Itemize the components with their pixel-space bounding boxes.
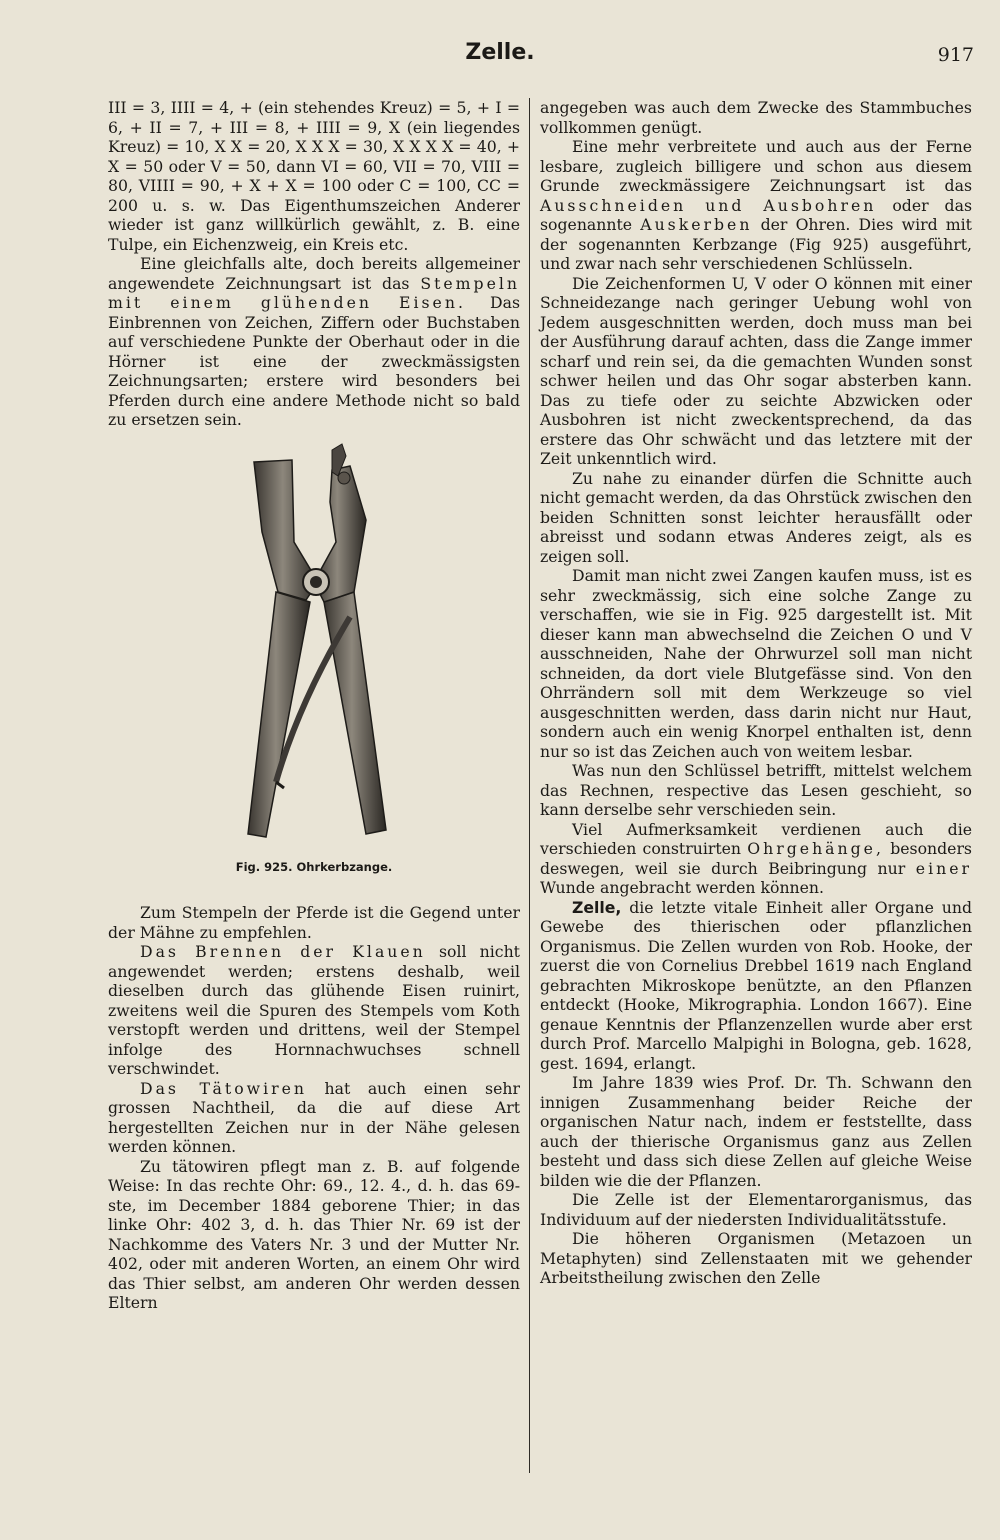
left-paragraph-3: Zum Stempeln der Pferde ist die Gegend unter der Mähne zu empfehlen. (108, 903, 520, 942)
figure-925 (108, 442, 520, 878)
right-paragraph-11: Die höheren Organismen (Metazoen un Metaphyten) sind Zellenstaaten mit we gehender Arbeitstheilung zwischen den Zelle (540, 1229, 972, 1287)
right-paragraph-10: Die Zelle ist der Elementarorganismus, das Individuum auf der niedersten Individualitätsstufe. (540, 1190, 972, 1229)
column-divider (529, 98, 530, 1473)
spaced-term: Das Tätowiren (140, 1078, 307, 1098)
right-paragraph-6: Was nun den Schlüssel betrifft, mittelst welchem das Rechnen, respective das Lesen geschieht, so kann derselbe sehr verschieden sein. (540, 761, 972, 819)
left-paragraph-1: III = 3, IIII = 4, + (ein stehendes Kreuz) = 5, + I = 6, + II = 7, + III = 8, + IIII = 9, X (ein liegendes Kreuz) = 10, X X = 20, X X X = 30, X X X X = 40, + X = 50 oder V = 50, dann VI = 60, VII = 70, VIII = 80, VIIII = 90, + X + X = 100 oder C = 100, CC = 200 u. s. w. Das Eigenthumszeichen Anderer wieder ist ganz willkürlich gewählt, z. B. eine Tulpe, ein Eichenzweig, ein Kreis etc. (108, 98, 520, 254)
left-column (108, 98, 520, 1313)
right-paragraph-4: Zu nahe zu einander dürfen die Schnitte auch nicht gemacht werden, da das Ohrstück zwischen den beiden Schnitten sonst leichter herausfällt oder abreisst und sodann etwas Anderes zeigt, als es zeigen soll. (540, 468, 972, 566)
spaced-term: Ohrgehänge, (747, 839, 884, 858)
right-paragraph-3: Die Zeichenformen U, V oder O können mit einer Schneidezange nach geringer Uebung wohl von Jedem ausgeschnitten werden, doch muss man bei der Ausführung darauf achten, dass die Zange immer scharf und rein sei, da die gemachten Wunden sonst schwer heilen und das Ohr sogar absterben kann. Das zu tiefe oder zu seichte Abzwicken oder Ausbohren ist nicht zweckentsprechend, da das erstere das Ohr schwächt und das letztere mit der Zeit unkenntlich wird. (540, 273, 972, 468)
spaced-term: Auskerben (640, 215, 753, 234)
page-title: Zelle. (465, 40, 535, 65)
spaced-term: Ausschneiden und Ausbohren (540, 195, 877, 215)
left-paragraph-5: Das Tätowiren hat auch einen sehr grossen Nachtheil, da die auf diese Art hergestellten Zeichen nur in der Nähe gelesen werden können. (108, 1078, 520, 1156)
spaced-term: Das Brennen der Klauen (140, 942, 426, 961)
right-column (540, 98, 972, 1288)
ear-notch-pliers-illustration (214, 442, 414, 852)
spaced-term: einer (915, 858, 972, 878)
spaced-term: Stempeln mit einem glühenden Eisen. (108, 273, 520, 312)
left-paragraph-6: Zu tätowiren pflegt man z. B. auf folgende Weise: In das rechte Ohr: 69., 12. 4., d. h. das 69-ste, im December 1884 geborene Thier; in das linke Ohr: 402 3, d. h. das Thier Nr. 69 ist der Nachkomme des Vaters Nr. 3 und der Mutter Nr. 402, oder mit anderen Worten, an einem Ohr wird das Thier selbst, am anderen Ohr werden dessen Eltern (108, 1156, 520, 1312)
right-paragraph-5: Damit man nicht zwei Zangen kaufen muss, ist es sehr zweckmässig, sich eine solche Zange zu verschaffen, wie sie in Fig. 925 dargestellt ist. Mit dieser kann man abwechselnd die Zeichen O und V ausschneiden, Nahe der Ohrwurzel soll man nicht schneiden, da dort viele Blutgefässe sind. Von den Ohrrändern soll mit dem Werkzeuge so viel ausgeschnitten werden, dass darin nicht nur Haut, sondern auch ein wenig Knorpel enthalten ist, denn nur so ist das Zeichen auch von weitem lesbar. (540, 566, 972, 761)
lemma-heading: Zelle, (572, 897, 622, 917)
right-paragraph-9: Im Jahre 1839 wies Prof. Dr. Th. Schwann den innigen Zusammenhang beider Reiche der organischen Natur nach, indem er feststellte, dass auch der thierische Organismus ganz aus Zellen besteht und dass sich diese Zellen auf gleiche Weise bilden wie die der Pflanzen. (540, 1073, 972, 1190)
right-paragraph-7: Viel Aufmerksamkeit verdienen auch die verschieden construirten Ohrgehänge, besonders deswegen, weil sie durch Beibringung nur einer Wunde angebracht werden können. (540, 819, 972, 897)
figure-caption: Fig. 925. Ohrkerbzange. (235, 859, 393, 874)
page-number: 917 (937, 44, 974, 66)
right-paragraph-1: angegeben was auch dem Zwecke des Stammbuches vollkommen genügt. (540, 98, 972, 137)
left-paragraph-4: Das Brennen der Klauen soll nicht angewendet werden; erstens deshalb, weil dieselben durch das glühende Eisen ruinirt, zweitens weil die Spuren des Stempels vom Koth verstopft werden und drittens, weil der Stempel infolge des Hornnachwuchses schnell verschwindet. (108, 942, 520, 1078)
left-paragraph-2: Eine gleichfalls alte, doch bereits allgemeiner angewendete Zeichnungsart ist das Stempeln mit einem glühenden Eisen. Das Einbrennen von Zeichen, Ziffern oder Buchstaben auf verschiedene Punkte der Oberhaut oder in die Hörner ist eine der zweckmässigsten Zeichnungsarten; erstere wird besonders bei Pferden durch eine andere Methode nicht so bald zu ersetzen sein. (108, 254, 520, 429)
right-paragraph-zelle: Zelle, die letzte vitale Einheit aller Organe und Gewebe des thierischen oder pflanzlichen Organismus. Die Zellen wurden von Rob. Hooke, der zuerst die von Cornelius Drebbel 1619 nach England gebrachten Mikroskope benützte, an den Pflanzen entdeckt (Hooke, Mikrographia. London 1667). Eine genaue Kenntnis der Pflanzenzellen wurde aber erst durch Prof. Marcello Malpighi in Bologna, geb. 1628, gest. 1694, erlangt. (540, 897, 972, 1073)
right-paragraph-2: Eine mehr verbreitete und auch aus der Ferne lesbare, zugleich billigere und schon aus diesem Grunde zweckmässigere Zeichnungsart ist das Ausschneiden und Ausbohren oder das sogenannte Auskerben der Ohren. Dies wird mit der sogenannten Kerbzange (Fig 925) ausgeführt, und zwar nach sehr verschiedenen Schlüsseln. (540, 137, 972, 273)
